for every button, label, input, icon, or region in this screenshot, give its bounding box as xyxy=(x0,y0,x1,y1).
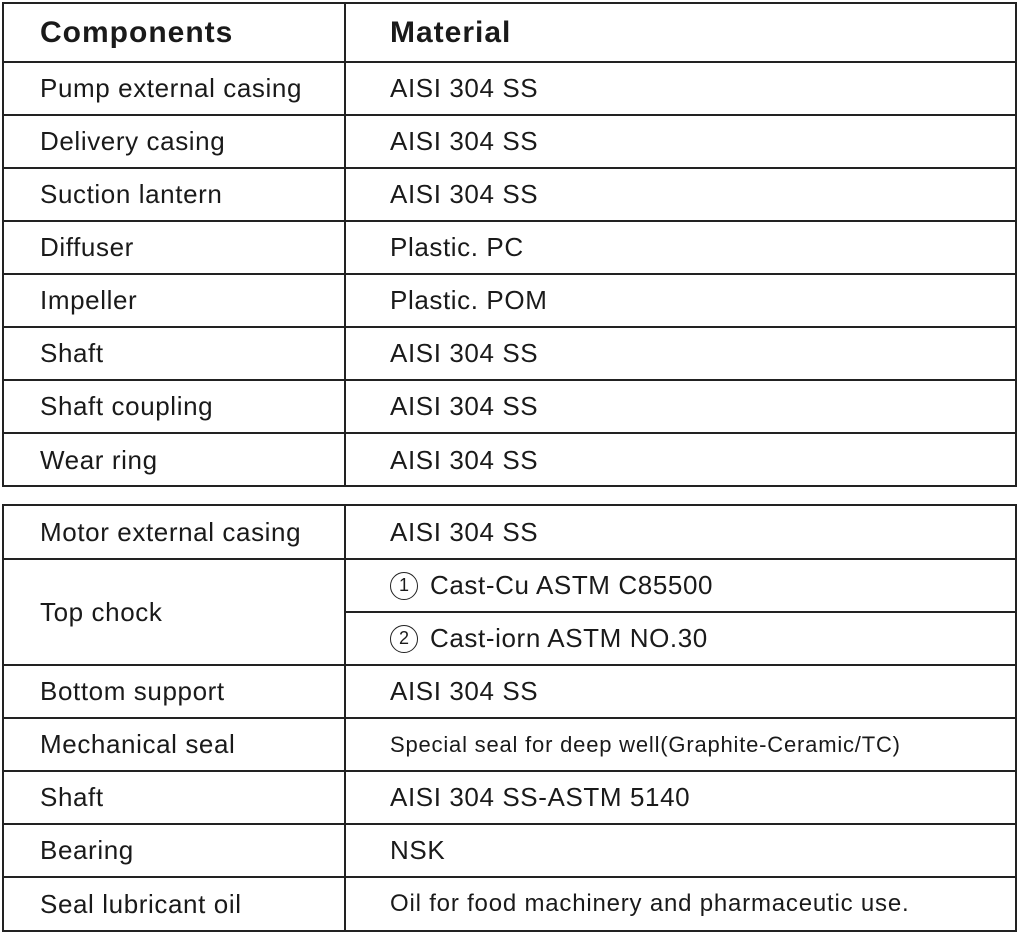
material-cell: AISI 304 SS xyxy=(390,444,539,475)
component-cell: Bearing xyxy=(4,825,346,876)
table-row xyxy=(4,772,1015,825)
material-cell: Cast-Cu ASTM C85500 xyxy=(430,570,714,600)
components-header: Components xyxy=(4,4,346,61)
component-cell: Bottom support xyxy=(4,666,346,717)
table-row xyxy=(4,506,1015,560)
material-cell: Plastic. POM xyxy=(390,285,548,315)
material-cell: AISI 304 SS xyxy=(390,179,539,209)
table-row xyxy=(4,328,1015,381)
component-cell: Shaft xyxy=(4,328,346,379)
table-row xyxy=(4,275,1015,328)
table-row xyxy=(4,63,1015,116)
table-row xyxy=(4,116,1015,169)
table-row xyxy=(4,878,1015,930)
table-row xyxy=(4,381,1015,434)
component-cell: Impeller xyxy=(4,275,346,326)
material-cell: AISI 304 SS xyxy=(390,338,539,368)
top-chock-options xyxy=(346,560,1015,664)
material-cell: AISI 304 SS xyxy=(390,676,539,706)
material-cell: AISI 304 SS xyxy=(390,516,539,547)
motor-components-table xyxy=(2,504,1017,932)
component-cell: Shaft coupling xyxy=(4,381,346,432)
material-cell: AISI 304 SS-ASTM 5140 xyxy=(390,782,691,812)
component-cell: Top chock xyxy=(4,560,346,664)
material-cell: NSK xyxy=(390,835,446,865)
table-row xyxy=(4,719,1015,772)
material-header: Material xyxy=(390,15,512,49)
material-cell: AISI 304 SS xyxy=(390,73,539,103)
table-row xyxy=(4,169,1015,222)
component-cell: Mechanical seal xyxy=(4,719,346,770)
component-cell: Seal lubricant oil xyxy=(4,878,346,930)
component-cell: Diffuser xyxy=(4,222,346,273)
pump-components-table xyxy=(2,2,1017,487)
top-chock-option-2 xyxy=(346,613,1015,664)
component-cell: Motor external casing xyxy=(4,506,346,558)
material-cell: AISI 304 SS xyxy=(390,391,539,421)
table-row-top-chock xyxy=(4,560,1015,666)
table-row xyxy=(4,222,1015,275)
material-cell: Oil for food machinery and pharmaceutic use. xyxy=(390,890,910,917)
table-header-row xyxy=(4,4,1015,63)
component-cell: Delivery casing xyxy=(4,116,346,167)
circled-number: 1 xyxy=(390,572,418,600)
component-cell: Suction lantern xyxy=(4,169,346,220)
material-cell: Plastic. PC xyxy=(390,232,524,262)
component-cell: Wear ring xyxy=(4,434,346,486)
material-cell: Special seal for deep well(Graphite-Ceramic/TC) xyxy=(390,731,901,757)
circled-number: 2 xyxy=(390,625,418,653)
material-cell: AISI 304 SS xyxy=(390,126,539,156)
component-cell: Pump external casing xyxy=(4,63,346,114)
material-cell: Cast-iorn ASTM NO.30 xyxy=(430,623,708,653)
table-row xyxy=(4,825,1015,878)
table-row xyxy=(4,666,1015,719)
top-chock-option-1 xyxy=(346,560,1015,613)
table-row xyxy=(4,434,1015,486)
component-cell: Shaft xyxy=(4,772,346,823)
